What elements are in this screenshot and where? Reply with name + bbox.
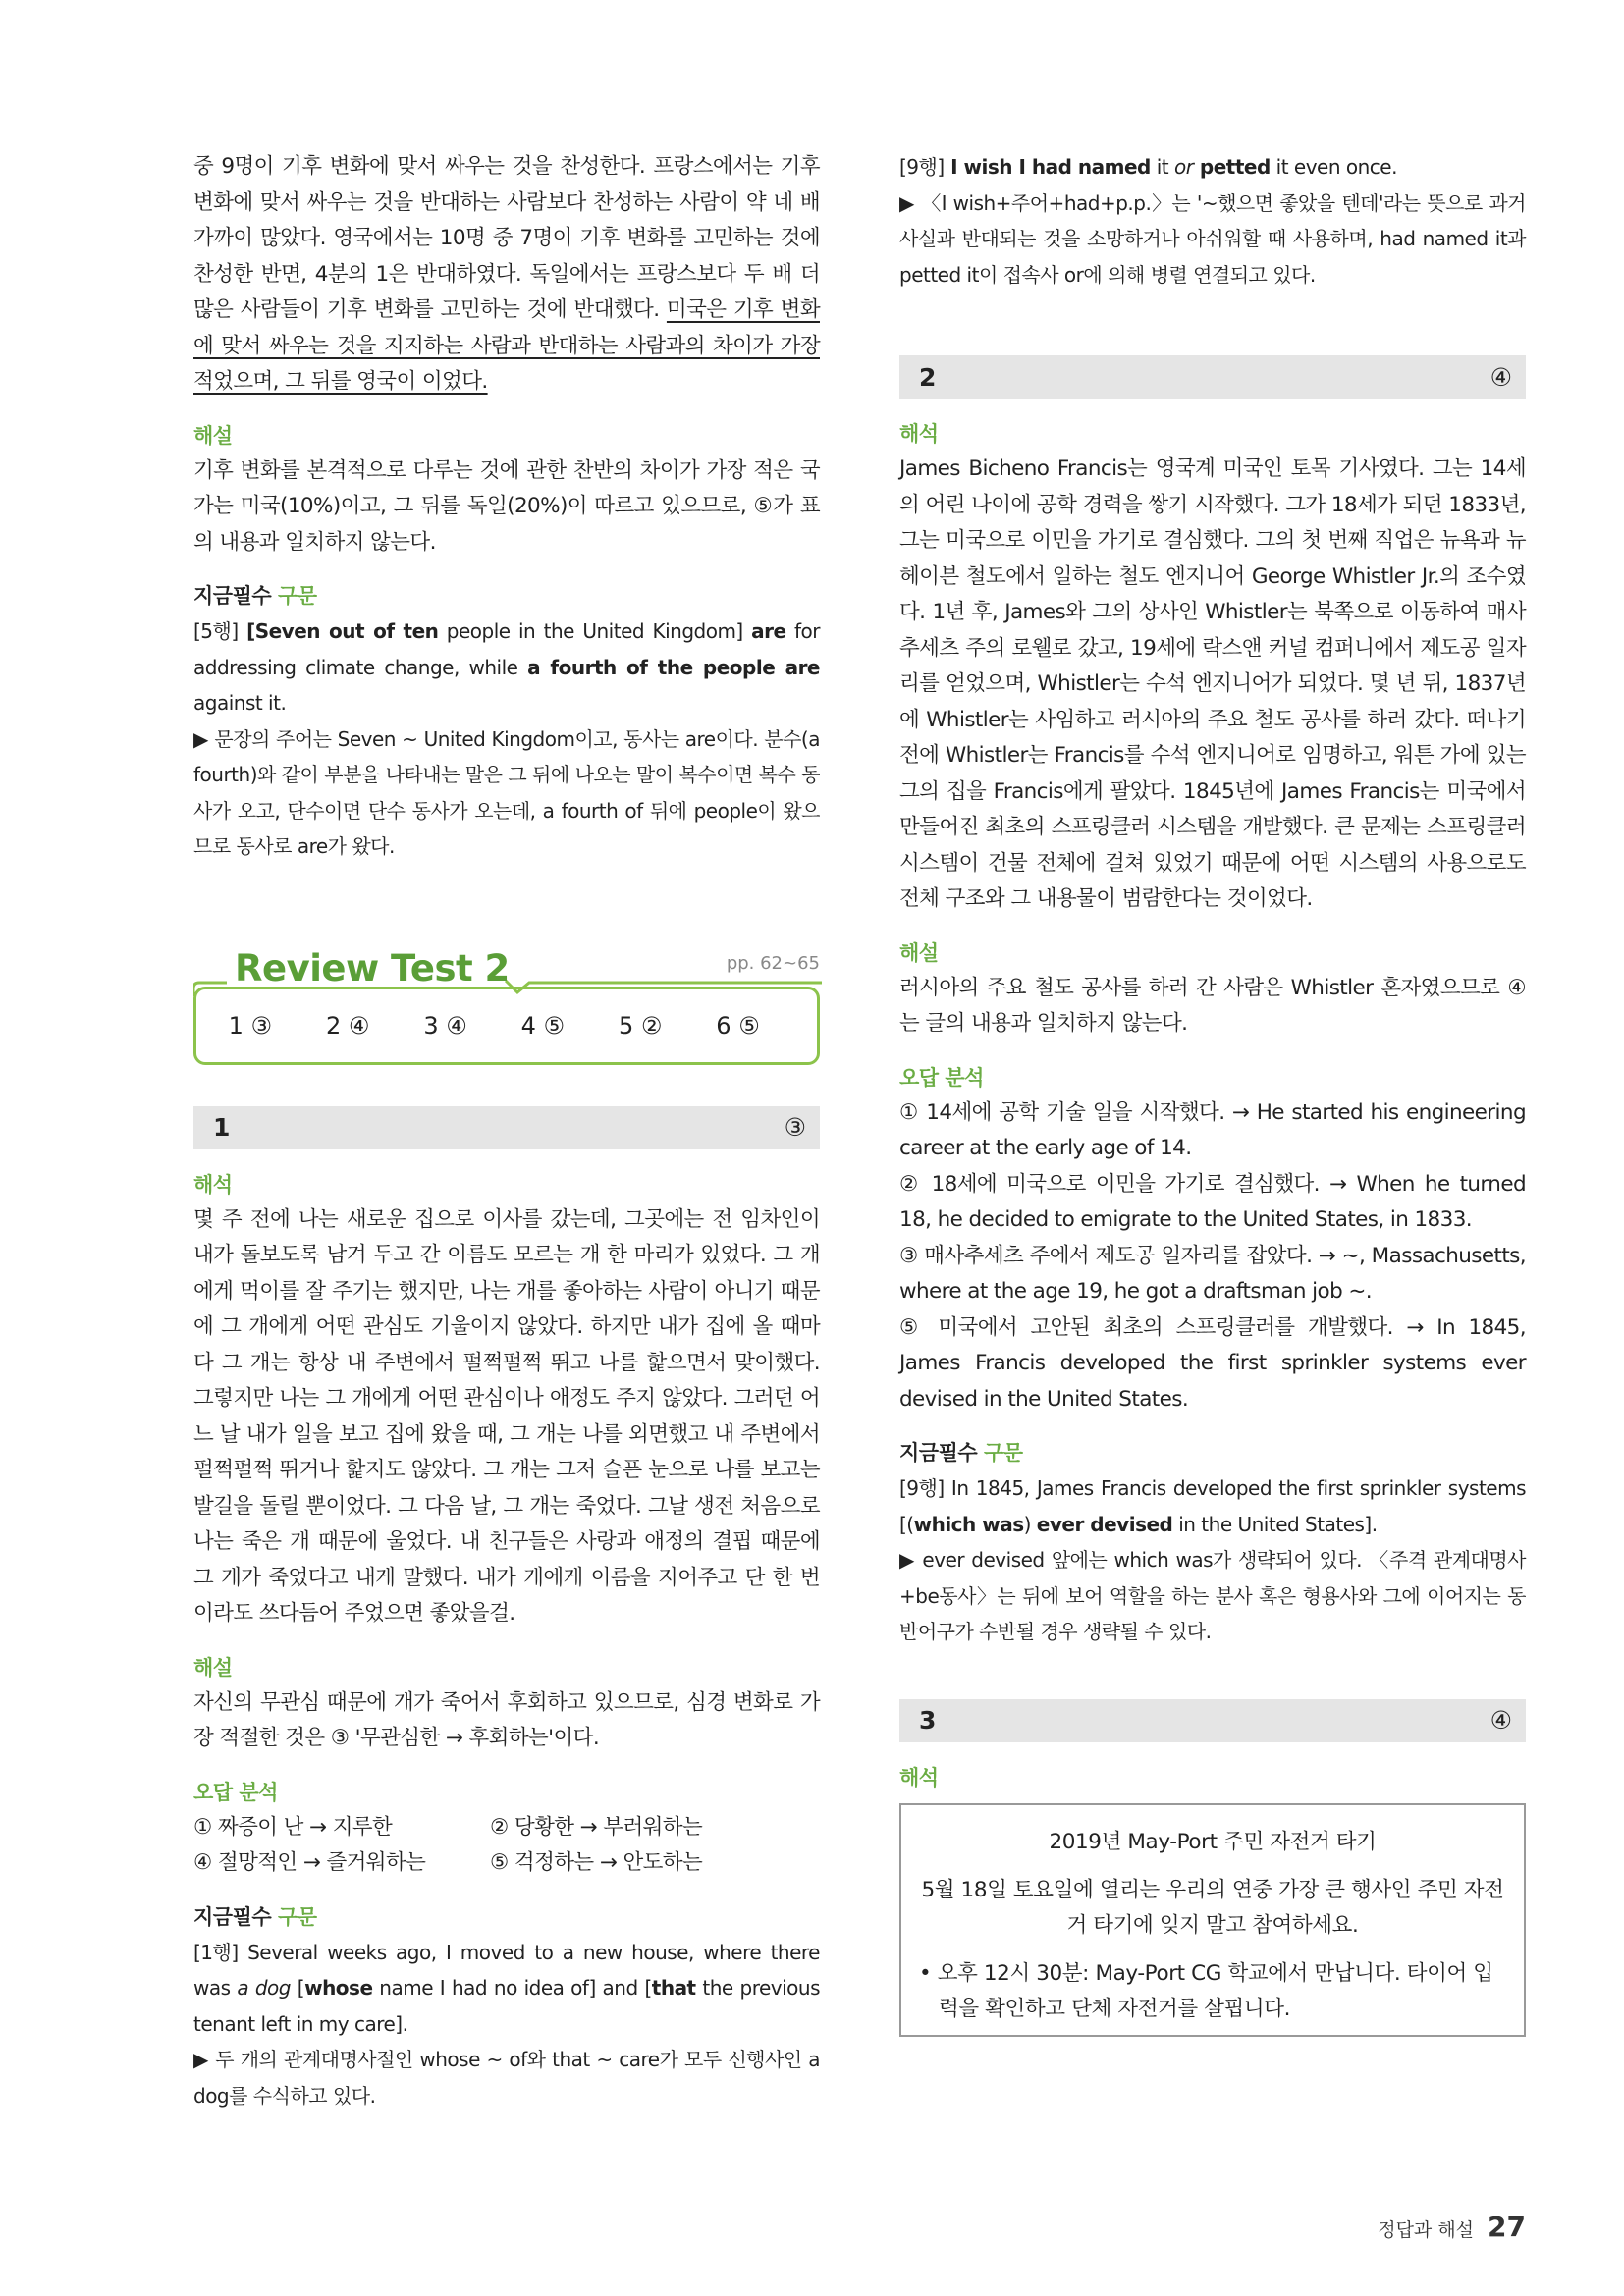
grammar-part: which was (913, 1512, 1024, 1536)
question-answer: ④ (1489, 1706, 1512, 1735)
grammar-part: the previous tenant left in my care]. (193, 1976, 821, 2036)
odap-label: 오답 분석 (193, 1780, 278, 1804)
haeseok-label: 해석 (899, 422, 939, 446)
grammar-part: whose (304, 1976, 373, 2000)
grammar-part: In 1845, James Francis developed the first sprinkler systems [( (899, 1476, 1526, 1536)
page-number: 27 (1488, 2211, 1526, 2243)
grammar-part: people in the United Kingdom] (438, 619, 752, 643)
haeseol-text: 기후 변화를 본격적으로 다루는 것에 관한 찬반의 차이가 가장 적은 국가는 미국(10%)이고, 그 뒤를 독일(20%)이 따르고 있으므로, ⑤가 표의 내용과 일치하지 않는다. (193, 457, 820, 555)
grammar-part: [Seven out of ten (246, 619, 439, 643)
grammar-part: name I had no idea of] and [ (372, 1976, 652, 2000)
odap-option: ② 18세에 미국으로 이민을 가기로 결심했다. → When he turned 18, he decided to emigrate to the United States, in 1833. (899, 1171, 1526, 1232)
odap-option: ① 14세에 공학 기술 일을 시작했다. → He started his engineering career at the early age of 14. (899, 1099, 1526, 1160)
grammar-part: for addressing climate change, while (193, 619, 820, 679)
odap-option: ③ 매사추세츠 주에서 제도공 일자리를 잡았다. → ~, Massachusetts, where at the age 19, he got a draftsman job ~. (899, 1243, 1526, 1304)
question-3-bar (899, 1699, 1526, 1742)
grammar-part: it even once. (1270, 155, 1397, 179)
grammar-label (899, 1437, 1526, 1467)
odap-option: ② 당황한 → 부러워하는 (490, 1814, 703, 1840)
grammar-part: against it. (193, 691, 287, 715)
question-answer: ④ (1489, 362, 1512, 392)
haeseol-text: 자신의 무관심 때문에 개가 죽어서 후회하고 있으므로, 심경 변화로 가장 적절한 것은 ③ '무관심한 → 후회하는'이다. (193, 1689, 820, 1750)
odap-label: 오답 분석 (899, 1065, 984, 1090)
grammar-note: ▶ 문장의 주어는 Seven ~ United Kingdom이고, 동사는 are이다. 분수(a fourth)와 같이 부분을 나타내는 말은 그 뒤에 나오는 말이 복수이면 복수 동사가 오고, 단수이면 단수 동사가 오는데, a fourth of 뒤에 people이 왔으므로 동사로 are가 왔다. (193, 726, 820, 858)
grammar-part: are (751, 619, 786, 643)
grammar-note: ▶ ever devised 앞에는 which was가 생략되어 있다. 〈주격 관계대명사+be동사〉는 뒤에 보어 역할을 하는 분사 혹은 형용사와 그에 이어지는 동반어구가 수반될 경우 생략될 수 있다. (899, 1548, 1526, 1643)
grammar-part: ) (1023, 1512, 1037, 1536)
question-answer: ③ (784, 1113, 806, 1142)
grammar-part: a fourth of the people are (527, 655, 820, 679)
odap-option: ⑤ 미국에서 고안된 최초의 스프링클러를 개발했다. → In 1845, James Francis developed the first sprinkler systems ever devised in the United States. (899, 1314, 1526, 1412)
grammar-part: in the United States]. (1172, 1512, 1378, 1536)
haeseol-label: 해설 (193, 1655, 233, 1680)
haeseol-label: 해설 (193, 423, 233, 448)
question-number: 3 (919, 1706, 937, 1735)
question-number: 1 (213, 1113, 231, 1142)
grammar-part: Several weeks ago, I moved to a new house, where there was (193, 1940, 820, 2000)
grammar-note: ▶ 〈I wish+주어+had+p.p.〉는 '~했으면 좋았을 텐데'라는 뜻으로 과거 사실과 반대되는 것을 소망하거나 아쉬워할 때 사용하며, had named it과 petted it이 접속사 or에 의해 병렬 연결되고 있다. (899, 190, 1526, 287)
odap-option: ① 짜증이 난 → 지루한 (193, 1814, 393, 1840)
grammar-label-main: 지금필수 (899, 1441, 978, 1465)
question-1-bar (193, 1106, 820, 1149)
review-pages: pp. 62~65 (726, 952, 820, 974)
review-answer: 5 ② (618, 1011, 663, 1040)
notice-item: • 오후 12시 30분: May-Port CG 학교에서 만납니다. 타이어 입력을 확인하고 단체 자전거를 살핍니다. (919, 1960, 1493, 2021)
grammar-label-main: 지금필수 (193, 1904, 272, 1929)
grammar-label-sub: 구문 (277, 1904, 317, 1929)
odap-option: ④ 절망적인 → 즐거워하는 (193, 1850, 426, 1875)
intro-text: 중 9명이 기후 변화에 맞서 싸우는 것을 찬성한다. 프랑스에서는 기후 변화에 맞서 싸우는 것을 반대하는 사람보다 찬성하는 사람이 약 네 배 가까이 많았다. 영국에서는 10명 중 7명이 기후 변화를 고민하는 것에 찬성한 반면, 4분의 1은 반대하였다. 독일에서는 프랑스보다 두 배 더 많은 사람들이 기후 변화를 고민하는 것에 반대했다. (193, 154, 820, 322)
grammar-label (193, 580, 820, 610)
line-tag: [9행] (899, 1476, 945, 1500)
grammar-part: that (651, 1976, 696, 2000)
grammar-part: it (1150, 155, 1174, 179)
grammar-part: a dog (237, 1976, 291, 2000)
intro-underlined-text: 미국은 기후 변화에 맞서 싸우는 것을 지지하는 사람과 반대하는 사람과의 차이가 가장 적었으며, 그 뒤를 영국이 이었다. (193, 297, 820, 394)
line-tag: [5행] (193, 619, 239, 643)
page-footer (1378, 2211, 1526, 2243)
notice-box (899, 1803, 1526, 2037)
footer-label: 정답과 해설 (1378, 2219, 1475, 2241)
grammar-sentence (899, 1470, 1526, 1542)
review-answers (193, 987, 820, 1065)
intro-paragraph (193, 149, 820, 400)
haeseok-text: 몇 주 전에 나는 새로운 집으로 이사를 갔는데, 그곳에는 전 임차인이 내가 돌보도록 남겨 두고 간 이름도 모르는 개 한 마리가 있었다. 그 개에게 먹이를 잘 주기는 했지만, 나는 개를 좋아하는 사람이 아니기 때문에 그 개에게 어떤 관심도 기울이지 않았다. 하지만 내가 집에 올 때마다 그 개는 항상 내 주변에서 펄쩍펄쩍 뛰고 나를 핥으면서 맞이했다. 그렇지만 나는 그 개에게 어떤 관심이나 애정도 주지 않았다. 그러던 어느 날 내가 일을 보고 집에 왔을 때, 그 개는 나를 외면했고 내 주변에서 펄쩍펄쩍 뛰거나 핥지도 않았다. 그 개는 그저 슬픈 눈으로 나를 보고는 발길을 돌릴 뿐이었다. 그 다음 날, 그 개는 죽었다. 그날 생전 처음으로 나는 죽은 개 때문에 울었다. 내 친구들은 사랑과 애정의 결핍 때문에 그 개가 죽었다고 내게 말했다. 내가 개에게 이름을 지어주고 단 한 번이라도 쓰다듬어 주었으면 좋았을걸. (193, 1206, 820, 1626)
grammar-part: [ (291, 1976, 305, 2000)
grammar-sentence (193, 614, 820, 721)
review-answer: 2 ④ (325, 1011, 370, 1040)
haeseok-label: 해석 (899, 1765, 939, 1789)
haeseol-text: 러시아의 주요 철도 공사를 하러 간 사람은 Whistler 혼자였으므로 ④는 글의 내용과 일치하지 않는다. (899, 975, 1526, 1036)
notice-title: 2019년 May-Port 주민 자전거 타기 (1049, 1829, 1377, 1854)
odap-options (193, 1810, 820, 1882)
line-tag: [1행] (193, 1940, 239, 1964)
notice-intro: 5월 18일 토요일에 열리는 우리의 연중 가장 큰 행사인 주민 자전거 타기에 잊지 말고 참여하세요. (921, 1877, 1504, 1938)
grammar-sentence (193, 1935, 820, 2043)
review-answer: 3 ④ (423, 1011, 467, 1040)
line-tag: [9행] (899, 155, 945, 179)
review-answer: 6 ⑤ (716, 1011, 760, 1040)
grammar-part: ever devised (1036, 1512, 1173, 1536)
review-answer: 1 ③ (228, 1011, 273, 1040)
review-title: Review Test 2 (235, 946, 510, 989)
grammar-label (193, 1901, 820, 1931)
grammar-label-main: 지금필수 (193, 584, 272, 608)
haeseol-label: 해설 (899, 940, 939, 965)
grammar-label-sub: 구문 (983, 1441, 1023, 1465)
right-column (899, 149, 1526, 2037)
review-test-box (193, 946, 820, 1077)
grammar-label-sub: 구문 (277, 584, 317, 608)
left-column (193, 149, 820, 2113)
grammar-part: I wish I had named (944, 155, 1151, 179)
haeseok-label: 해석 (193, 1172, 233, 1197)
question-number: 2 (919, 362, 937, 392)
grammar-note: ▶ 두 개의 관계대명사절인 whose ~ of와 that ~ care가 모두 선행사인 a dog를 수식하고 있다. (193, 2048, 820, 2108)
grammar-sentence (899, 149, 1526, 186)
odap-option: ⑤ 걱정하는 → 안도하는 (490, 1850, 703, 1875)
grammar-part: or (1173, 155, 1194, 179)
review-answer: 4 ⑤ (520, 1011, 566, 1040)
haeseok-text: James Bicheno Francis는 영국계 미국인 토목 기사였다. 그는 14세의 어린 나이에 공학 경력을 쌓기 시작했다. 그가 18세가 되던 1833년, 그는 미국으로 이민을 가기로 결심했다. 그의 첫 번째 직업은 뉴욕과 뉴 헤이븐 철도에서 일하는 철도 엔지니어 George Whistler Jr.의 조수였다. 1년 후, James와 그의 상사인 Whistler는 북쪽으로 이동하여 매사추세츠 주의 로웰로 갔고, 19세에 락스앤 커널 컴퍼니에서 제도공 일자리를 얻었으며, Whistler는 수석 엔지니어가 되었다. 몇 년 뒤, 1837년에 Whistler는 사임하고 러시아의 주요 철도 공사를 하러 갔다. 떠나기 전에 Whistler는 Francis를 수석 엔지니어로 임명하고, 워튼 가에 있는 그의 집을 Francis에게 팔았다. 1845년에 James Francis는 미국에서 만들어진 최초의 스프링클러 시스템을 개발했다. 큰 문제는 스프링클러 시스템이 건물 전체에 걸쳐 있었기 때문에 어떤 시스템의 사용으로도 전체 구조와 그 내용물이 범람한다는 것이었다. (899, 456, 1526, 911)
grammar-part: petted (1193, 155, 1271, 179)
question-2-bar (899, 355, 1526, 399)
